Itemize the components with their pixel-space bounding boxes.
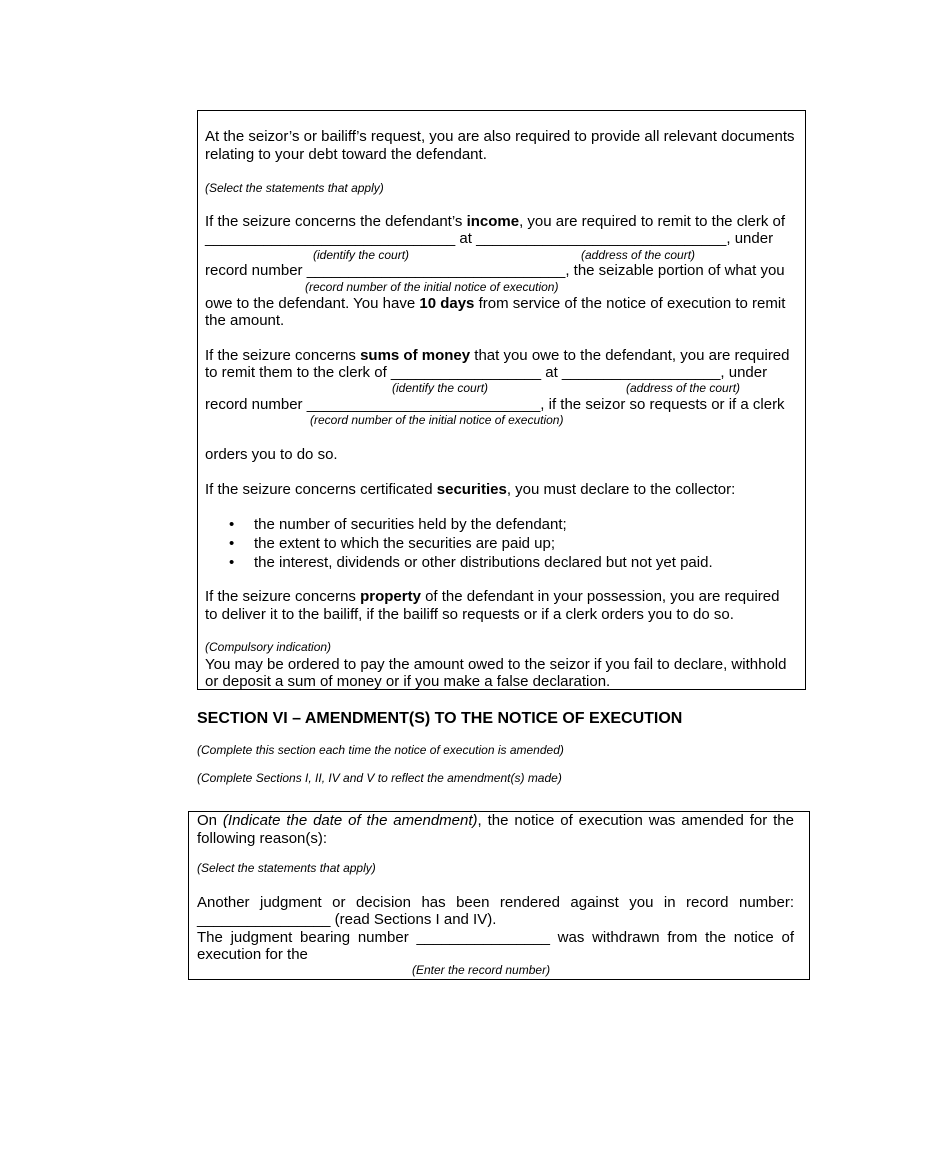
sums-record-number-line: record number ____________________________, if the seizor so requests or if a clerk <box>205 396 785 413</box>
another-judgment-line1: Another judgment or decision has been rendered against you in record number: <box>197 894 794 911</box>
property-line1: If the seizure concerns property of the defendant in your possession, you are required <box>205 588 780 605</box>
securities-bullet-3: the interest, dividends or other distributions declared but not yet paid. <box>254 554 713 571</box>
sums-line1: If the seizure concerns sums of money that you owe to the defendant, you are required <box>205 347 790 364</box>
property-line2: to deliver it to the bailiff, if the bailiff so requests or if a clerk orders you to do so. <box>205 606 734 623</box>
sums-record-label: (record number of the initial notice of execution) <box>310 413 564 427</box>
income-address-label: (address of the court) <box>581 248 696 262</box>
compulsory-indication-note: (Compulsory indication) <box>205 640 332 654</box>
sums-line4: orders you to do so. <box>205 446 338 463</box>
warning-line2: or deposit a sum of money or if you make a false declaration. <box>205 673 611 690</box>
sums-court-label: (identify the court) <box>392 381 489 395</box>
income-court-label: (identify the court) <box>313 248 410 262</box>
sums-court-address-line: to remit them to the clerk of __________________ at ___________________, under <box>205 364 768 381</box>
amendment-select-note: (Select the statements that apply) <box>197 861 376 875</box>
section-six-note-1: (Complete this section each time the notice of execution is amended) <box>197 743 564 757</box>
income-record-label: (record number of the initial notice of execution) <box>305 280 559 294</box>
documents-request-line1: At the seizor’s or bailiff’s request, you are also required to provide all relevant documents <box>205 128 795 145</box>
income-record-number-line: record number _______________________________, the seizable portion of what you <box>205 262 785 279</box>
sums-address-label: (address of the court) <box>626 381 741 395</box>
section-six-heading: SECTION VI – AMENDMENT(S) TO THE NOTICE OF EXECUTION <box>197 710 683 727</box>
withdrawn-line1: The judgment bearing number ________________ was withdrawn from the notice of <box>197 929 794 946</box>
bullet-icon: • <box>229 554 235 571</box>
section-six-note-2: (Complete Sections I, II, IV and V to reflect the amendment(s) made) <box>197 771 562 785</box>
amendment-date-line: On (Indicate the date of the amendment), the notice of execution was amended for the <box>197 812 794 829</box>
amendment-reasons-line: following reason(s): <box>197 830 328 847</box>
warning-line1: You may be ordered to pay the amount owed to the seizor if you fail to declare, withhold <box>205 656 787 673</box>
select-statements-note: (Select the statements that apply) <box>205 181 384 195</box>
bullet-icon: • <box>229 516 235 533</box>
income-line4: owe to the defendant. You have 10 days from service of the notice of execution to remit <box>205 295 786 312</box>
enter-record-number-label: (Enter the record number) <box>412 963 551 977</box>
income-line1: If the seizure concerns the defendant’s income, you are required to remit to the clerk of <box>205 213 786 230</box>
documents-request-line2: relating to your debt toward the defendant. <box>205 146 487 163</box>
income-line5: the amount. <box>205 312 285 329</box>
withdrawn-line2: execution for the <box>197 946 308 963</box>
securities-bullet-2: the extent to which the securities are paid up; <box>254 535 556 552</box>
securities-line1: If the seizure concerns certificated securities, you must declare to the collector: <box>205 481 736 498</box>
securities-bullet-1: the number of securities held by the defendant; <box>254 516 567 533</box>
bullet-icon: • <box>229 535 235 552</box>
income-court-address-blanks: ______________________________ at ______________________________, under <box>205 230 774 247</box>
another-judgment-line2: ________________ (read Sections I and IV). <box>197 911 497 928</box>
